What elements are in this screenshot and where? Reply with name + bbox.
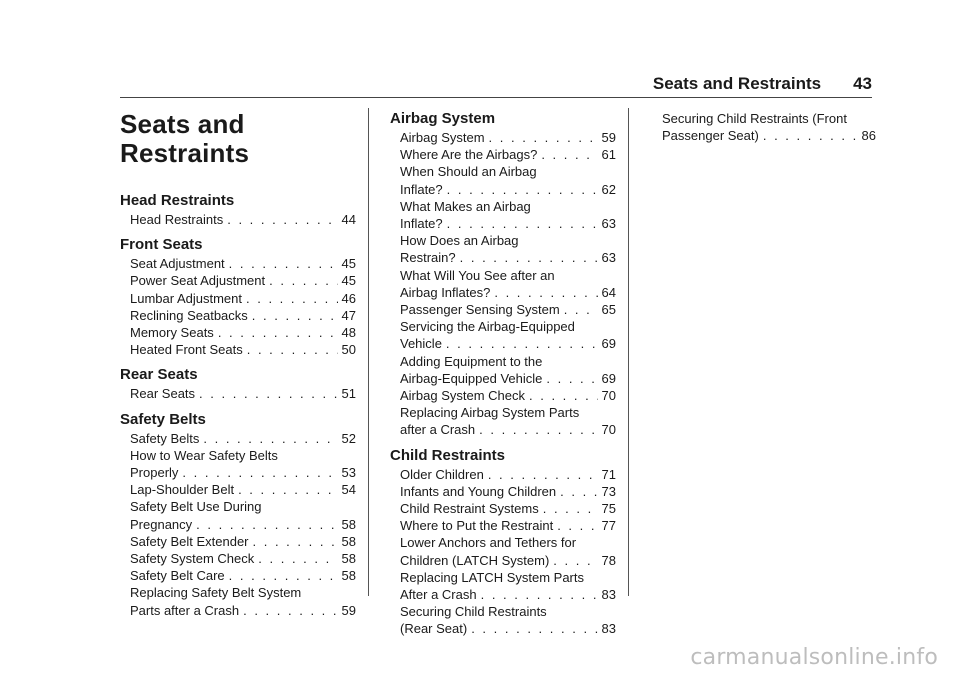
toc-section-heading: Safety Belts — [120, 410, 206, 428]
toc-entry[interactable] — [130, 272, 356, 289]
toc-entry-line — [400, 517, 616, 534]
toc-entry-line — [130, 567, 356, 584]
dot-leader — [199, 385, 337, 402]
dot-leader — [227, 211, 337, 228]
toc-entry-text: after a Crash — [400, 422, 476, 438]
toc-entry-text: Where Are the Airbags? — [400, 147, 538, 163]
toc-entry[interactable] — [130, 211, 356, 228]
header-rule — [120, 97, 872, 98]
toc-section-heading: Rear Seats — [120, 366, 198, 384]
toc-page-number: 58 — [341, 551, 356, 567]
toc-entry-line — [400, 569, 616, 586]
toc-page-number: 59 — [341, 602, 356, 618]
toc-entry[interactable] — [400, 534, 616, 568]
toc-entry-line — [400, 249, 616, 266]
toc-entry[interactable] — [130, 430, 356, 447]
toc-entry-line — [400, 163, 616, 180]
header-section-title: Seats and Restraints — [652, 74, 822, 93]
toc-entry-line — [662, 127, 876, 144]
toc-page-number: 46 — [341, 290, 356, 306]
toc-page-number: 77 — [601, 518, 616, 534]
toc-page-number: 58 — [341, 568, 356, 584]
dot-leader — [529, 387, 598, 404]
toc-entry[interactable] — [130, 481, 356, 498]
toc-entry-line — [400, 301, 616, 318]
dot-leader — [196, 516, 337, 533]
dot-leader — [489, 129, 598, 146]
toc-entry-text: Passenger Sensing System — [400, 302, 560, 318]
toc-entry-text: Power Seat Adjustment — [130, 273, 266, 289]
toc-column-1 — [120, 110, 356, 627]
toc-page-number: 71 — [601, 466, 616, 482]
toc-entry-line — [400, 404, 616, 421]
toc-page-number: 50 — [341, 342, 356, 358]
toc-entry-text: After a Crash — [400, 587, 477, 603]
toc-entry-line — [400, 335, 616, 352]
dot-leader — [447, 215, 598, 232]
dot-leader — [269, 272, 337, 289]
toc-page-number: 59 — [601, 130, 616, 145]
toc-entry-line — [130, 602, 356, 619]
dot-leader — [479, 421, 597, 438]
toc-entry[interactable] — [400, 466, 616, 483]
toc-entry[interactable] — [400, 603, 616, 637]
toc-entry-line — [130, 211, 356, 228]
toc-entry-line — [400, 387, 616, 404]
toc-page-number: 45 — [341, 273, 356, 289]
toc-page-number: 70 — [601, 422, 616, 438]
dot-leader — [238, 481, 337, 498]
toc-entry-line — [400, 129, 616, 146]
dot-leader — [247, 341, 338, 358]
toc-entry[interactable] — [400, 198, 616, 232]
toc-entry-text: Adding Equipment to the — [400, 353, 543, 369]
toc-entry-text: Properly — [130, 465, 179, 481]
toc-entry-text: Older Children — [400, 466, 484, 482]
toc-page-number: 45 — [341, 256, 356, 272]
toc-entry[interactable] — [130, 324, 356, 341]
toc-entry-line — [400, 466, 616, 483]
toc-page-number: 70 — [601, 388, 616, 404]
toc-entry-text: Inflate? — [400, 216, 443, 232]
toc-entry-line — [400, 370, 616, 387]
toc-entry-text: Safety Belts — [130, 430, 200, 446]
toc-page-number: 53 — [341, 465, 356, 481]
toc-entry-line — [400, 181, 616, 198]
toc-entry-line — [400, 215, 616, 232]
toc-entry[interactable] — [130, 567, 356, 584]
dot-leader — [203, 430, 337, 447]
toc-entry-line — [400, 603, 616, 620]
toc-entry-line — [130, 464, 356, 481]
toc-entry-line — [400, 146, 616, 163]
toc-entry-text: Replacing Safety Belt System — [130, 585, 302, 601]
toc-entry-line — [130, 584, 356, 601]
toc-entry[interactable] — [130, 385, 356, 402]
dot-leader — [246, 290, 338, 307]
toc-entry-line — [130, 533, 356, 550]
toc-page-number: 47 — [341, 307, 356, 323]
toc-entry-text: Restrain? — [400, 250, 456, 266]
toc-page-number: 62 — [601, 181, 616, 197]
chapter-title-line-2: Restraints — [120, 138, 250, 168]
toc-entry[interactable] — [400, 163, 616, 197]
toc-entry[interactable] — [130, 550, 356, 567]
dot-leader — [252, 307, 338, 324]
header-page-number: 43 — [853, 74, 872, 93]
toc-page-number: 78 — [601, 552, 616, 568]
toc-page-number: 48 — [341, 325, 356, 341]
dot-leader — [446, 335, 598, 352]
toc-page-number: 63 — [601, 216, 616, 232]
toc-entry-line — [400, 534, 616, 551]
toc-entry[interactable] — [662, 110, 876, 144]
toc-section-heading: Head Restraints — [120, 192, 235, 209]
toc-entry[interactable] — [400, 517, 616, 534]
toc-entry-line — [130, 307, 356, 324]
toc-section-heading: Child Restraints — [390, 446, 506, 464]
toc-entry-line — [400, 500, 616, 517]
toc-entry-text: How to Wear Safety Belts — [130, 447, 278, 463]
toc-entry-text: Infants and Young Children — [400, 483, 557, 499]
toc-entry-text: (Rear Seat) — [400, 621, 468, 637]
toc-entry-line — [400, 232, 616, 249]
toc-entry-text: Safety System Check — [130, 551, 255, 567]
toc-entry-text: Parts after a Crash — [130, 602, 240, 618]
toc-entry-line — [130, 481, 356, 498]
toc-column-3 — [652, 110, 876, 152]
toc-page-number: 73 — [601, 483, 616, 499]
dot-leader — [564, 301, 598, 318]
toc-entry-text: Securing Child Restraints — [400, 604, 547, 620]
toc-entry-line — [400, 318, 616, 335]
toc-entry-text: Head Restraints — [130, 212, 224, 227]
dot-leader — [541, 146, 597, 163]
toc-section — [390, 447, 616, 638]
toc-page-number: 83 — [601, 587, 616, 603]
toc-section — [120, 366, 356, 402]
watermark-text: carmanualsonline.info — [690, 645, 938, 670]
chapter-title — [120, 110, 356, 168]
toc-entry-line — [130, 516, 356, 533]
toc-section — [652, 110, 876, 144]
toc-entry-text: Seat Adjustment — [130, 256, 225, 272]
dot-leader — [447, 181, 598, 198]
toc-page-number: 69 — [601, 370, 616, 386]
toc-entry-line — [400, 421, 616, 438]
toc-entry-text: Replacing LATCH System Parts — [400, 569, 584, 585]
dot-leader — [543, 500, 598, 517]
toc-entry-text: Airbag-Equipped Vehicle — [400, 370, 543, 386]
toc-entry[interactable] — [400, 232, 616, 266]
toc-entry-line — [130, 385, 356, 402]
toc-entry-text: Pregnancy — [130, 516, 193, 532]
dot-leader — [481, 586, 598, 603]
dot-leader — [258, 550, 337, 567]
toc-page-number: 65 — [601, 302, 616, 318]
toc-page-number: 44 — [341, 212, 356, 227]
dot-leader — [557, 517, 597, 534]
toc-entry-line — [130, 341, 356, 358]
toc-entry-text: What Makes an Airbag — [400, 198, 531, 214]
toc-entry-line — [400, 552, 616, 569]
toc-entry-line — [662, 110, 876, 127]
toc-entry[interactable] — [400, 404, 616, 438]
toc-entry[interactable] — [400, 267, 616, 301]
toc-entry-text: Lap-Shoulder Belt — [130, 482, 235, 498]
toc-entry-text: Airbag System — [400, 130, 485, 145]
toc-entry[interactable] — [130, 498, 356, 532]
toc-entry-text: Child Restraint Systems — [400, 501, 539, 517]
toc-entry[interactable] — [130, 307, 356, 324]
toc-page-number: 58 — [341, 516, 356, 532]
dot-leader — [218, 324, 338, 341]
toc-entry[interactable] — [130, 584, 356, 618]
toc-section-heading: Front Seats — [120, 236, 203, 254]
toc-entry[interactable] — [400, 483, 616, 500]
chapter-title-line-1: Seats and — [120, 109, 245, 139]
dot-leader — [243, 602, 337, 619]
toc-page-number: 54 — [341, 482, 356, 498]
toc-entry-text: How Does an Airbag — [400, 233, 519, 249]
toc-entry-text: Lower Anchors and Tethers for — [400, 535, 577, 551]
toc-entry[interactable] — [400, 353, 616, 387]
toc-entry-text: When Should an Airbag — [400, 164, 537, 180]
toc-section — [120, 192, 356, 228]
toc-entry-text: Safety Belt Extender — [130, 533, 249, 549]
running-header — [653, 74, 872, 94]
toc-entry[interactable] — [130, 290, 356, 307]
toc-entry-text: Airbag Inflates? — [400, 284, 491, 300]
toc-entry-text: Inflate? — [400, 181, 443, 197]
toc-entry-line — [130, 255, 356, 272]
dot-leader — [253, 533, 338, 550]
toc-section — [120, 411, 356, 619]
dot-leader — [460, 249, 598, 266]
column-divider-2 — [628, 108, 629, 596]
toc-entry-text: Rear Seats — [130, 386, 196, 402]
toc-entry-text: Safety Belt Use During — [130, 499, 262, 515]
toc-entry-text: Reclining Seatbacks — [130, 307, 248, 323]
toc-section-heading: Airbag System — [390, 110, 496, 127]
toc-entry-line — [400, 586, 616, 603]
toc-entry-text: What Will You See after an — [400, 267, 555, 283]
dot-leader — [560, 483, 597, 500]
toc-entry-line — [130, 324, 356, 341]
toc-entry-text: Lumbar Adjustment — [130, 290, 243, 306]
toc-entry[interactable] — [400, 129, 616, 146]
toc-section — [120, 236, 356, 358]
dot-leader — [553, 552, 597, 569]
toc-entry-text: Safety Belt Care — [130, 568, 225, 584]
toc-entry-text: Replacing Airbag System Parts — [400, 405, 580, 421]
toc-page-number: 63 — [601, 250, 616, 266]
toc-entry-text: Passenger Seat) — [662, 128, 759, 144]
toc-entry-text: Memory Seats — [130, 325, 214, 341]
toc-section — [390, 110, 616, 439]
toc-page-number: 83 — [601, 621, 616, 637]
toc-entry-text: Where to Put the Restraint — [400, 518, 554, 534]
dot-leader — [182, 464, 337, 481]
toc-entry-line — [130, 430, 356, 447]
toc-entry-line — [400, 353, 616, 370]
toc-entry[interactable] — [400, 301, 616, 318]
toc-entry-text: Securing Child Restraints (Front — [662, 111, 847, 126]
dot-leader — [763, 127, 858, 144]
toc-entry-line — [400, 267, 616, 284]
dot-leader — [229, 255, 338, 272]
toc-entry[interactable] — [130, 447, 356, 481]
toc-entry-line — [400, 483, 616, 500]
dot-leader — [546, 370, 597, 387]
toc-entry[interactable] — [400, 569, 616, 603]
toc-page-number: 64 — [601, 284, 616, 300]
toc-entry-text: Heated Front Seats — [130, 342, 243, 358]
toc-entry-text: Servicing the Airbag-Equipped — [400, 319, 575, 335]
toc-entry-line — [130, 498, 356, 515]
toc-page-number: 86 — [861, 128, 876, 144]
dot-leader — [488, 466, 598, 483]
toc-page-number: 75 — [601, 501, 616, 517]
toc-entry-line — [400, 620, 616, 637]
toc-entry-text: Airbag System Check — [400, 388, 525, 404]
toc-page-number: 69 — [601, 336, 616, 352]
dot-leader — [229, 567, 338, 584]
toc-entry-line — [130, 447, 356, 464]
toc-page-number: 51 — [341, 386, 356, 402]
column-divider-1 — [368, 108, 369, 596]
toc-column-2 — [390, 110, 616, 646]
toc-entry[interactable] — [400, 387, 616, 404]
toc-page-number: 58 — [341, 533, 356, 549]
toc-entry[interactable] — [400, 318, 616, 352]
toc-entry-line — [400, 198, 616, 215]
toc-entry-text: Vehicle — [400, 336, 442, 352]
toc-entry-line — [130, 550, 356, 567]
toc-entry[interactable] — [400, 146, 616, 163]
toc-entry-line — [130, 272, 356, 289]
toc-entry[interactable] — [130, 341, 356, 358]
toc-entry[interactable] — [130, 255, 356, 272]
toc-page-number: 52 — [341, 430, 356, 446]
toc-entry[interactable] — [400, 500, 616, 517]
toc-entry-text: Children (LATCH System) — [400, 552, 550, 568]
toc-page-number: 61 — [601, 147, 616, 163]
dot-leader — [471, 620, 597, 637]
dot-leader — [494, 284, 597, 301]
toc-entry[interactable] — [130, 533, 356, 550]
toc-entry-line — [130, 290, 356, 307]
toc-entry-line — [400, 284, 616, 301]
